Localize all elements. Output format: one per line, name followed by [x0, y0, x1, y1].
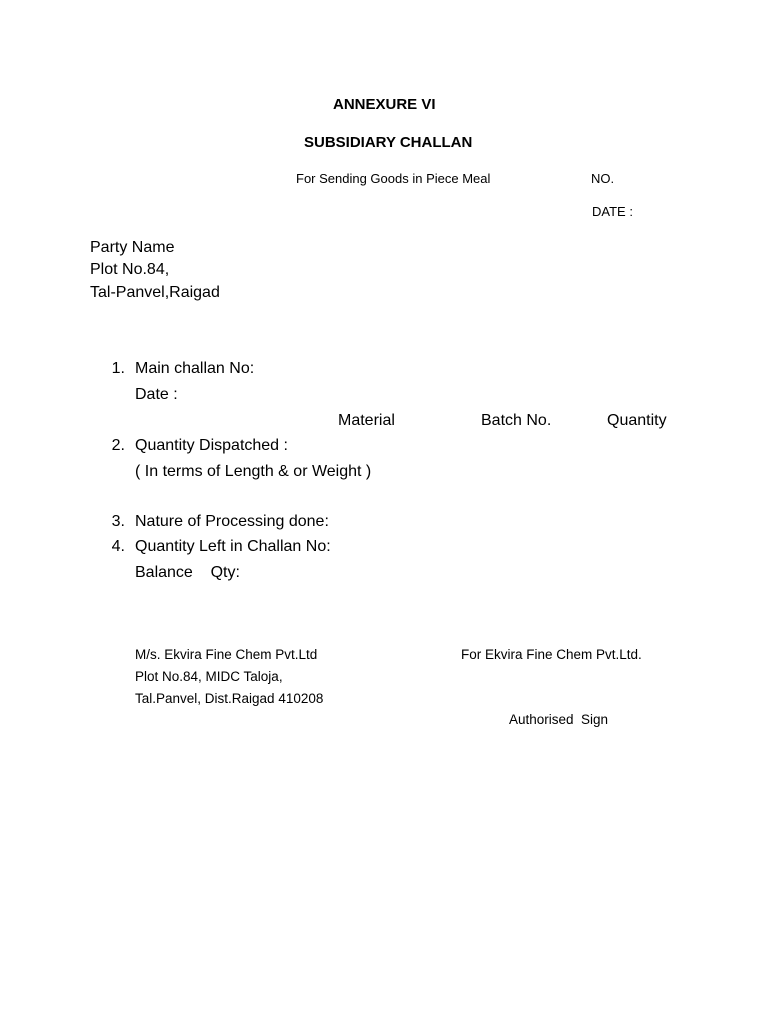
item-label: Quantity Left in Challan No:	[135, 538, 331, 555]
number-label: NO.	[591, 171, 615, 186]
document-subtitle: For Sending Goods in Piece Meal	[296, 171, 491, 186]
item-label: Nature of Processing done:	[135, 513, 329, 530]
item-number: 3.	[111, 513, 125, 530]
annexure-title: ANNEXURE VI	[333, 96, 436, 113]
item-number: 1.	[111, 360, 125, 377]
item-quantity-note: ( In terms of Length & or Weight )	[135, 463, 372, 480]
company-address-line1: Plot No.84, MIDC Taloja,	[135, 669, 283, 684]
item-nature-of-processing	[103, 513, 329, 531]
item-balance-qty: Balance Qty:	[135, 564, 240, 581]
item-label: Main challan No:	[135, 360, 255, 377]
document-title: SUBSIDIARY CHALLAN	[304, 134, 473, 151]
party-address-line2: Tal-Panvel,Raigad	[90, 284, 220, 301]
item-number: 2.	[111, 437, 125, 454]
column-batch-no: Batch No.	[481, 412, 552, 429]
company-name: M/s. Ekvira Fine Chem Pvt.Ltd	[135, 647, 318, 662]
party-address-line1: Plot No.84,	[90, 261, 170, 278]
party-name: Party Name	[90, 239, 175, 256]
authorised-sign: Authorised Sign	[509, 712, 609, 727]
company-address-line2: Tal.Panvel, Dist.Raigad 410208	[135, 691, 324, 706]
item-label: Quantity Dispatched :	[135, 437, 288, 454]
item-quantity-dispatched	[103, 437, 288, 455]
date-label: DATE :	[592, 204, 633, 219]
column-quantity: Quantity	[607, 412, 667, 429]
item-number: 4.	[111, 538, 125, 555]
for-company: For Ekvira Fine Chem Pvt.Ltd.	[461, 647, 642, 662]
item-quantity-left	[103, 538, 331, 556]
column-material: Material	[338, 412, 395, 429]
item-main-challan-date: Date :	[135, 386, 178, 403]
item-main-challan	[103, 360, 254, 378]
